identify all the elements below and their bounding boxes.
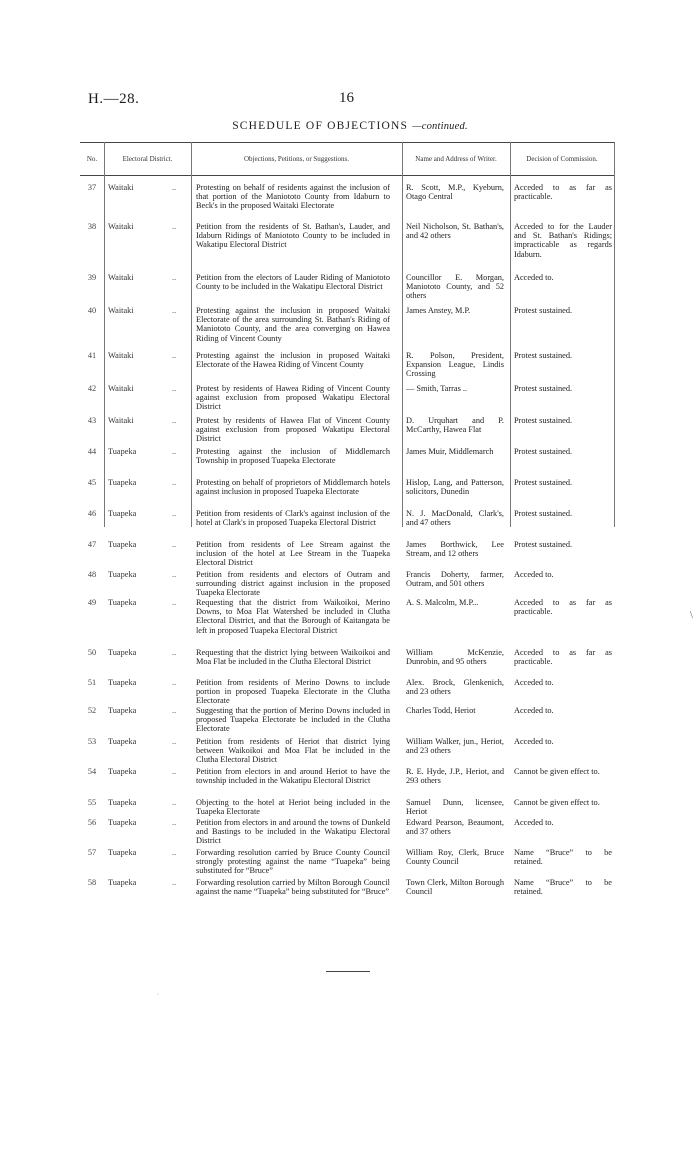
electoral-district: Waitaki <box>108 384 134 393</box>
writer-name-address: Town Clerk, Milton Borough Council <box>406 878 504 897</box>
leader-dots: .. <box>172 183 177 192</box>
writer-name-address: R. E. Hyde, J.P., Heriot, and 293 others <box>406 767 504 786</box>
electoral-district: Waitaki <box>108 351 134 360</box>
column-divider <box>510 142 511 527</box>
column-divider <box>614 142 615 527</box>
column-header-name: Name and Address of Writer. <box>415 155 497 163</box>
row-number: 39 <box>87 273 97 282</box>
leader-dots: .. <box>172 767 177 776</box>
objection-text: Requesting that the district from Waikoikoi, Merino Downs, to Moa Flat Watershed be included in Clutha Electoral District, and that the Borough of Kaitangata be left in proposed Tuapeka Electoral District <box>196 598 390 635</box>
objection-text: Protest by residents of Hawea Riding of Vincent County against exclusion from proposed Wakatipu Electoral District <box>196 384 390 412</box>
electoral-district: Waitaki <box>108 273 134 282</box>
table-top-rule <box>80 142 614 143</box>
commission-decision: Name “Bruce” to be retained. <box>514 848 612 867</box>
row-number: 54 <box>87 767 97 776</box>
objection-text: Forwarding resolution carried by Bruce County Council strongly protesting against the name “Tuapeka” being substituted for “Bruce” <box>196 848 390 876</box>
row-number: 45 <box>87 478 97 487</box>
leader-dots: .. <box>172 447 177 456</box>
writer-name-address: Neil Nicholson, St. Bathan's, and 42 others <box>406 222 504 241</box>
objection-text: Petition from electors in and around Heriot to have the township included in the Wakatipu Electoral District <box>196 767 390 786</box>
writer-name-address: Francis Doherty, farmer, Outram, and 501 others <box>406 570 504 589</box>
row-number: 41 <box>87 351 97 360</box>
electoral-district: Tuapeka <box>108 798 137 807</box>
electoral-district: Tuapeka <box>108 878 137 887</box>
objection-text: Forwarding resolution carried by Milton Borough Council against the name “Tuapeka” being substituted for “Bruce” <box>196 878 390 897</box>
electoral-district: Waitaki <box>108 416 134 425</box>
footer-rule <box>326 971 370 972</box>
commission-decision: Acceded to as far as practicable. <box>514 598 612 617</box>
electoral-district: Tuapeka <box>108 706 137 715</box>
objection-text: Petition from residents of Clark's against inclusion of the hotel at Clark's in proposed Tuapeka Electoral District <box>196 509 390 528</box>
writer-name-address: Hislop, Lang, and Patterson, solicitors, Dunedin <box>406 478 504 497</box>
leader-dots: .. <box>172 818 177 827</box>
writer-name-address: N. J. MacDonald, Clark's, and 47 others <box>406 509 504 528</box>
writer-name-address: A. S. Malcolm, M.P... <box>406 598 479 607</box>
electoral-district: Tuapeka <box>108 818 137 827</box>
row-number: 57 <box>87 848 97 857</box>
commission-decision: Acceded to as far as practicable. <box>514 183 612 202</box>
margin-mark: · <box>157 992 159 998</box>
objection-text: Protesting against the inclusion of Middlemarch Township in proposed Tuapeka Electorate <box>196 447 390 466</box>
electoral-district: Tuapeka <box>108 767 137 776</box>
electoral-district: Tuapeka <box>108 678 137 687</box>
commission-decision: Acceded to for the Lauder and St. Bathan's Ridings; impracticable as regards Idaburn. <box>514 222 612 259</box>
writer-name-address: William Roy, Clerk, Bruce County Council <box>406 848 504 867</box>
objection-text: Petition from electors in and around the towns of Dunkeld and Bastings to be included in the Wakatipu Electoral District <box>196 818 390 846</box>
commission-decision: Protest sustained. <box>514 306 573 315</box>
leader-dots: .. <box>172 737 177 746</box>
commission-decision: Protest sustained. <box>514 478 573 487</box>
objection-text: Protesting on behalf of proprietors of Middlemarch hotels against inclusion in proposed Tuapeka Electorate <box>196 478 390 497</box>
commission-decision: Protest sustained. <box>514 384 573 393</box>
row-number: 48 <box>87 570 97 579</box>
objection-text: Petition from residents of Heriot that district lying between Waikoikoi and Moa Flat be included in the Clutha Electoral District <box>196 737 390 765</box>
commission-decision: Protest sustained. <box>514 509 573 518</box>
electoral-district: Tuapeka <box>108 848 137 857</box>
leader-dots: .. <box>172 878 177 887</box>
writer-name-address: William McKenzie, Dunrobin, and 95 others <box>406 648 504 667</box>
leader-dots: .. <box>172 509 177 518</box>
column-divider <box>402 142 403 527</box>
leader-dots: .. <box>172 306 177 315</box>
commission-decision: Acceded to. <box>514 570 554 579</box>
commission-decision: Acceded to. <box>514 818 554 827</box>
commission-decision: Acceded to. <box>514 706 554 715</box>
electoral-district: Waitaki <box>108 222 134 231</box>
leader-dots: .. <box>172 540 177 549</box>
row-number: 42 <box>87 384 97 393</box>
leader-dots: .. <box>172 478 177 487</box>
leader-dots: .. <box>172 416 177 425</box>
electoral-district: Tuapeka <box>108 478 137 487</box>
objection-text: Protesting against the inclusion in proposed Waitaki Electorate of the Hawea Riding of Vincent County <box>196 351 390 370</box>
electoral-district: Tuapeka <box>108 598 137 607</box>
objection-text: Protesting on behalf of residents against the inclusion of that portion of the Maniototo County from Idaburn to Beck's in the proposed Waitaki Electorate <box>196 183 390 211</box>
objection-text: Petition from the electors of Lauder Riding of Maniototo County to be included in the Wakatipu Electoral District <box>196 273 390 292</box>
electoral-district: Waitaki <box>108 306 134 315</box>
row-number: 50 <box>87 648 97 657</box>
objection-text: Objecting to the hotel at Heriot being included in the Tuapeka Electorate <box>196 798 390 817</box>
row-number: 56 <box>87 818 97 827</box>
commission-decision: Protest sustained. <box>514 416 573 425</box>
table-header-rule <box>80 175 614 176</box>
margin-mark: \ <box>690 610 693 621</box>
electoral-district: Waitaki <box>108 183 134 192</box>
column-header-no: No. <box>86 155 98 163</box>
writer-name-address: R. Scott, M.P., Kyeburn, Otago Central <box>406 183 504 202</box>
column-header-decision: Decision of Commission. <box>526 155 598 163</box>
document-reference: H.—28. <box>88 91 140 107</box>
commission-decision: Cannot be given effect to. <box>514 798 600 807</box>
row-number: 43 <box>87 416 97 425</box>
commission-decision: Name “Bruce” to be retained. <box>514 878 612 897</box>
leader-dots: .. <box>172 798 177 807</box>
schedule-title-continued: —continued. <box>412 121 468 132</box>
column-divider <box>191 142 192 527</box>
commission-decision: Protest sustained. <box>514 351 573 360</box>
row-number: 37 <box>87 183 97 192</box>
writer-name-address: William Walker, jun., Heriot, and 23 others <box>406 737 504 756</box>
commission-decision: Cannot be given effect to. <box>514 767 600 776</box>
writer-name-address: James Anstey, M.P. <box>406 306 471 315</box>
writer-name-address: Councillor E. Morgan, Maniototo County, and 52 others <box>406 273 504 301</box>
electoral-district: Tuapeka <box>108 570 137 579</box>
leader-dots: .. <box>172 648 177 657</box>
writer-name-address: Alex. Brock, Glenkenich, and 23 others <box>406 678 504 697</box>
schedule-title <box>0 120 700 132</box>
writer-name-address: Edward Pearson, Beaumont, and 37 others <box>406 818 504 837</box>
row-number: 55 <box>87 798 97 807</box>
writer-name-address: D. Urquhart and P. McCarthy, Hawea Flat <box>406 416 504 435</box>
commission-decision: Acceded to as far as practicable. <box>514 648 612 667</box>
electoral-district: Tuapeka <box>108 447 137 456</box>
leader-dots: .. <box>172 706 177 715</box>
row-number: 52 <box>87 706 97 715</box>
objection-text: Protesting against the inclusion in proposed Waitaki Electorate of the area surrounding St. Bathan's Riding of Maniototo County, and the area converging on Hawea Riding of Vincent County <box>196 306 390 343</box>
electoral-district: Tuapeka <box>108 648 137 657</box>
commission-decision: Acceded to. <box>514 273 554 282</box>
row-number: 44 <box>87 447 97 456</box>
electoral-district: Tuapeka <box>108 737 137 746</box>
writer-name-address: Samuel Dunn, licensee, Heriot <box>406 798 504 817</box>
objection-text: Protest by residents of Hawea Flat of Vincent County against exclusion from proposed Wakatipu Electoral District <box>196 416 390 444</box>
column-divider <box>104 142 105 527</box>
commission-decision: Protest sustained. <box>514 540 573 549</box>
objection-text: Petition from residents and electors of Outram and surrounding district against inclusion in the proposed Tuapeka Electorate <box>196 570 390 598</box>
leader-dots: .. <box>172 598 177 607</box>
row-number: 58 <box>87 878 97 887</box>
leader-dots: .. <box>172 570 177 579</box>
electoral-district: Tuapeka <box>108 509 137 518</box>
leader-dots: .. <box>172 848 177 857</box>
leader-dots: .. <box>172 384 177 393</box>
column-header-objection: Objections, Petitions, or Suggestions. <box>244 155 349 163</box>
row-number: 51 <box>87 678 97 687</box>
leader-dots: .. <box>172 351 177 360</box>
commission-decision: Protest sustained. <box>514 447 573 456</box>
leader-dots: .. <box>172 273 177 282</box>
page-number: 16 <box>339 90 354 106</box>
writer-name-address: James Borthwick, Lee Stream, and 12 others <box>406 540 504 559</box>
writer-name-address: James Muir, Middlemarch <box>406 447 494 456</box>
objection-text: Requesting that the district lying between Waikoikoi and Moa Flat be included in the Clutha Electoral District <box>196 648 390 667</box>
row-number: 47 <box>87 540 97 549</box>
objection-text: Petition from residents of Lee Stream against the inclusion of the hotel at Lee Stream in the Tuapeka Electoral District <box>196 540 390 568</box>
row-number: 53 <box>87 737 97 746</box>
writer-name-address: R. Polson, President, Expansion League, Lindis Crossing <box>406 351 504 379</box>
commission-decision: Acceded to. <box>514 737 554 746</box>
objection-text: Petition from the residents of St. Bathan's, Lauder, and Idaburn Ridings of Maniototo County to be included in Wakatipu Electoral District <box>196 222 390 250</box>
leader-dots: .. <box>172 678 177 687</box>
electoral-district: Tuapeka <box>108 540 137 549</box>
objection-text: Suggesting that the portion of Merino Downs included in proposed Tuapeka Electorate be included in the Clutha Electorate <box>196 706 390 734</box>
row-number: 46 <box>87 509 97 518</box>
objection-text: Petition from residents of Merino Downs to include portion in proposed Tuapeka Electorate in the Clutha Electorate <box>196 678 390 706</box>
schedule-title-main: SCHEDULE OF OBJECTIONS <box>232 120 409 132</box>
row-number: 38 <box>87 222 97 231</box>
row-number: 40 <box>87 306 97 315</box>
column-header-electorate: Electoral District. <box>122 155 173 163</box>
commission-decision: Acceded to. <box>514 678 554 687</box>
leader-dots: .. <box>172 222 177 231</box>
writer-name-address: — Smith, Tarras .. <box>406 384 468 393</box>
writer-name-address: Charles Todd, Heriot <box>406 706 476 715</box>
row-number: 49 <box>87 598 97 607</box>
